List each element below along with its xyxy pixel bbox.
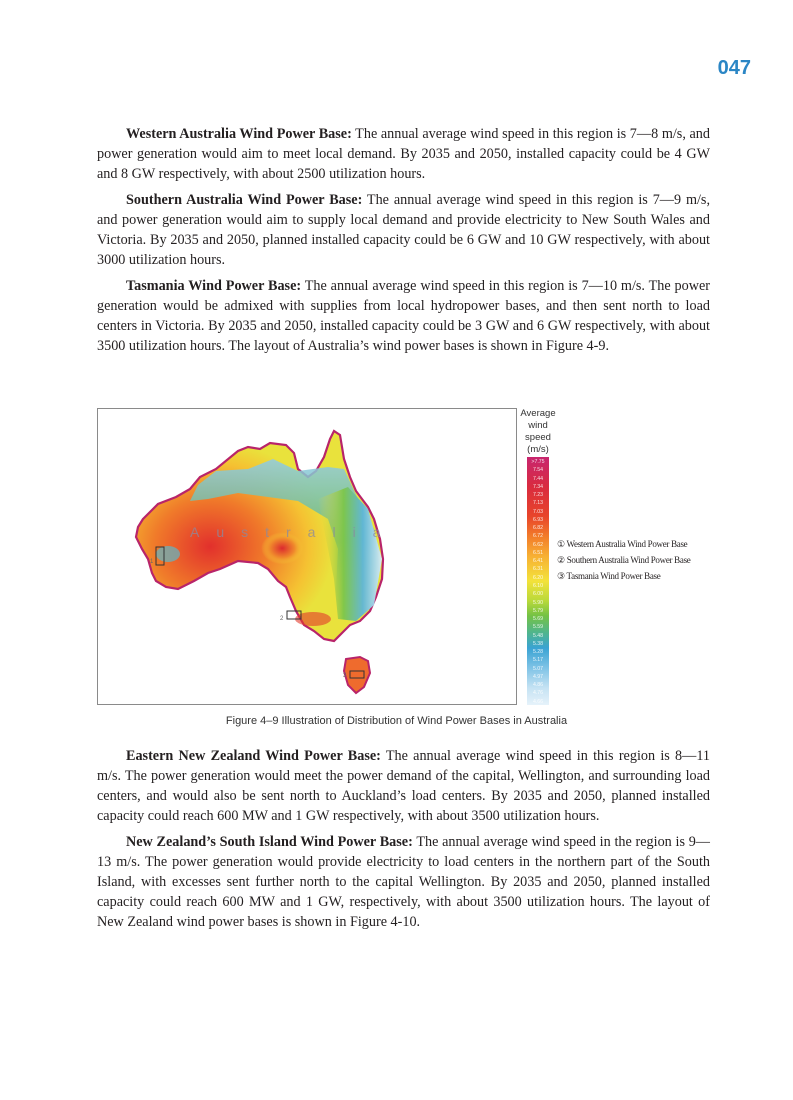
paragraph-title: Tasmania Wind Power Base: [126,278,302,294]
legend-value: 5.69 [532,616,544,623]
legend-value: 6.62 [532,541,544,548]
paragraph-body: The annual average wind speed in this region is 8—11 m/s. The power generation would meet the power demand of the capital, Wellington, and surrounding load centers, and would also be sent north to Auckland’s load centers. By 2035 and 2050, planned installed capacity could reach 600 MW and 1 GW respectively, with about 3500 utilization hours. [97,748,710,824]
paragraph-eastern-new-zealand [97,746,710,826]
body-text-top [97,124,710,362]
legend-value: 7.44 [532,475,544,482]
base-item-western-australia: ① Western Australia Wind Power Base [557,539,688,549]
tasmania [344,657,370,693]
legend-value: 5.17 [532,657,544,664]
legend-value: 5.28 [532,649,544,656]
paragraph-southern-australia [97,190,710,270]
paragraph-body: The annual average wind speed in this region is 7—10 m/s. The power generation would be admixed with supplies from local hydropower bases, and then sent north to load centers in Victoria. By 2035 and 2050, installed capacity could be 3 GW and 6 GW respectively, with about 3500 utilization hours. The layout of Australia’s wind power bases is shown in Figure 4-9. [97,278,710,354]
paragraph-title: Southern Australia Wind Power Base: [126,192,363,208]
base-marker-label-2: 2 [280,616,284,622]
figure-caption: Figure 4–9 Illustration of Distribution of Wind Power Bases in Australia [225,715,568,727]
legend-value: 5.38 [532,640,544,647]
base-item-southern-australia: ② Southern Australia Wind Power Base [557,555,691,565]
paragraph-western-australia [97,124,710,184]
legend-value: 6.31 [532,566,544,573]
legend-value: 4.76 [532,690,544,697]
map-region-label: Australia [190,524,398,540]
paragraph-south-island-new-zealand [97,832,710,932]
paragraph-title: New Zealand’s South Island Wind Power Base: [126,834,413,850]
legend-value: 4.66 [532,698,544,705]
legend-value: 6.51 [532,549,544,556]
body-text-bottom [97,746,710,938]
paragraph-body: The annual average wind speed in the region is 9—13 m/s. The power generation would provide electricity to load centers in the northern part of the South Island, with excesses sent further north to the capital Wellington. By 2035 and 2050, planned installed capacity could reach 600 MW and 1 GW, respectively, with about 3500 utilization hours. The layout of New Zealand wind power bases is shown in Figure 4-10. [97,834,710,930]
legend-value: 6.82 [532,525,544,532]
legend-value: 7.34 [532,483,544,490]
wind-base-list [557,536,690,584]
legend-value: 6.93 [532,516,544,523]
paragraph-tasmania [97,276,710,356]
legend-title: Average wind speed (m/s) [520,408,556,455]
paragraph-body: The annual average wind speed in this region is 7—9 m/s, and power generation would aim to supply local demand and provide electricity to New South Wales and Victoria. By 2035 and 2050, planned installed capacity could be 6 GW and 10 GW respectively, with about 3000 utilization hours. [97,192,711,268]
legend-values [527,458,549,714]
legend-value: 7.03 [532,508,544,515]
legend-value: 6.10 [532,582,544,589]
legend-value: 5.90 [532,599,544,606]
legend-value: <4.56 [531,706,545,713]
legend-value: 6.72 [532,533,544,540]
legend-value: 5.59 [532,624,544,631]
legend-value: 5.79 [532,607,544,614]
legend-value: 6.00 [532,591,544,598]
legend-value: 7.23 [532,492,544,499]
paragraph-title: Eastern New Zealand Wind Power Base: [126,748,381,764]
legend-value: 4.97 [532,673,544,680]
legend-value: 7.13 [532,500,544,507]
wind-speed-map [97,408,517,705]
legend-value: 5.48 [532,632,544,639]
paragraph-body: The annual average wind speed in this region is 7—8 m/s, and power generation would aim to meet local demand. By 2035 and 2050, installed capacity could be 4 GW and 8 GW respectively, with about 2500 utilization hours. [97,126,710,182]
base-item-tasmania: ③ Tasmania Wind Power Base [557,571,661,581]
base-marker-label-1: 1 [150,559,154,565]
legend-value: 7.54 [532,467,544,474]
paragraph-title: Western Australia Wind Power Base: [126,126,352,142]
legend-value: 6.41 [532,558,544,565]
legend-value: 6.20 [532,574,544,581]
legend-value: >7.75 [531,459,545,465]
australia-map-graphic [98,409,517,705]
page-number: 047 [717,57,751,79]
legend-value: 4.86 [532,682,544,689]
legend-value: 5.07 [532,665,544,672]
base-marker-label-3: 3 [343,673,347,679]
